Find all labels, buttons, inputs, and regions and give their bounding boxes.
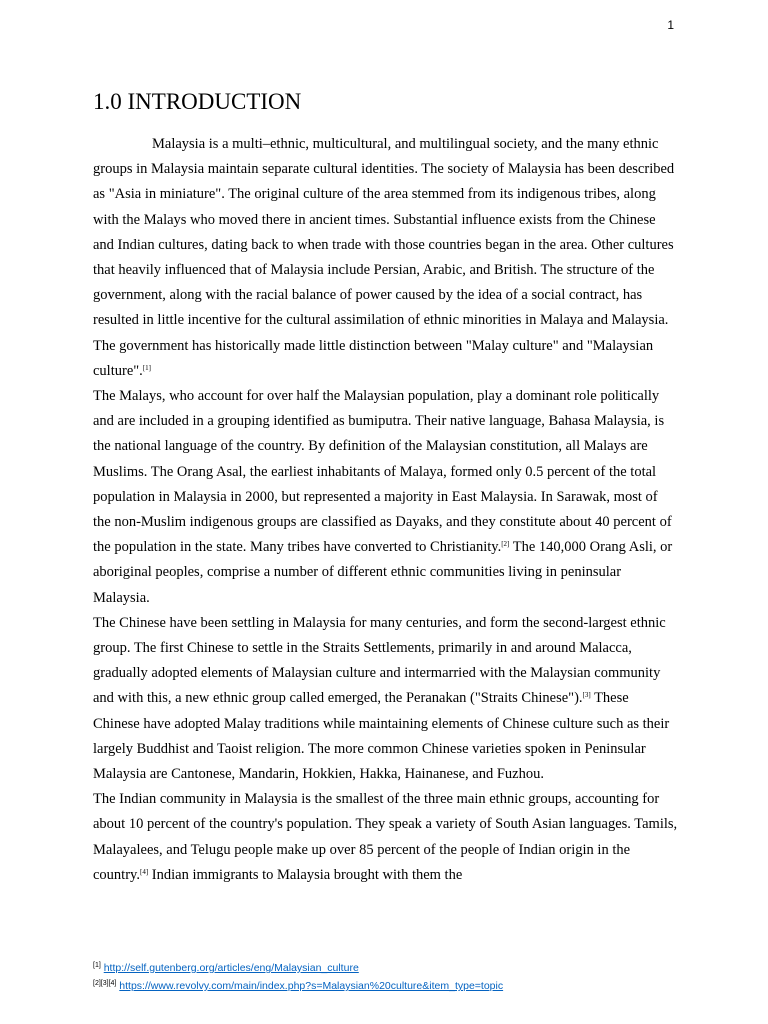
citation-ref: [2] (501, 540, 510, 549)
paragraph-malays (93, 384, 678, 611)
paragraph-text: The Indian community in Malaysia is the smallest of the three main ethnic groups, accounting for about 10 percent of the country's population. They speak a variety of South Asian languages. Tamils, Malayalees, and Telugu people make up over 85 percent of the people of Indian origin in the country. (93, 791, 678, 883)
paragraph-intro (93, 132, 678, 384)
paragraph-text: The Malays, who account for over half the Malaysian population, play a dominant role politically and are included in a grouping identified as bumiputra. Their native language, Bahasa Malaysia, is the national language of the country. By definition of the Malaysian constitution, all Malays are Muslims. The Orang Asal, the earliest inhabitants of Malaya, formed only 0.5 percent of the total population in Malaysia in 2000, but represented a majority in East Malaysia. In Sarawak, most of the non-Muslim indigenous groups are classified as Dayaks, and they constitute about 40 percent of the population in the state. Many tribes have converted to Christianity. (93, 388, 672, 556)
paragraph-text-continued: These Chinese have adopted Malay traditions while maintaining elements of Chinese culture such as their largely Buddhist and Taoist religion. The more common Chinese varieties spoken in Peninsular Malaysia are Cantonese, Mandarin, Hokkien, Hakka, Hainanese, and Fuzhou. (93, 690, 670, 783)
document-body (93, 84, 678, 888)
section-heading: 1.0 INTRODUCTION (93, 89, 302, 114)
paragraph-text: The Chinese have been settling in Malaysia for many centuries, and form the second-largest ethnic group. The first Chinese to settle in the Straits Settlements, primarily in and around Malacca, gradually adopted elements of Malaysian culture and intermarried with the Malaysian community and with this, a new ethnic group called emerged, the Peranakan ("Straits Chinese"). (93, 614, 666, 707)
paragraph-text: Malaysia is a multi–ethnic, multicultural, and multilingual society, and the many ethnic groups in Malaysia maintain separate cultural identities. The society of Malaysia has been described as "Asia in miniature". The original culture of the area stemmed from its indigenous tribes, along with the Malays who moved there in ancient times. Substantial influence exists from the Chinese and Indian cultures, dating back to when trade with those countries began in the area. Other cultures that heavily influenced that of Malaysia include Persian, Arabic, and British. The structure of the government, along with the racial balance of power caused by the idea of a social contract, has resulted in little incentive for the cultural assimilation of ethnic minorities in Malaya and Malaysia. The government has historically made little distinction between "Malay culture" and "Malaysian culture". (93, 136, 675, 379)
paragraph-text-continued: The 140,000 Orang Asli, or aboriginal peoples, comprise a number of different ethnic communities living in peninsular Malaysia. (93, 539, 673, 606)
paragraph-text-continued: Indian immigrants to Malaysia brought with them the (148, 866, 463, 883)
footnotes (93, 958, 733, 994)
footnote-link[interactable]: https://www.revolvy.com/main/index.php?s=Malaysian%20culture&item_type=topic (119, 980, 504, 992)
footnote-mark: [1] (93, 962, 101, 969)
footnote-mark: [2][3][4] (93, 980, 117, 987)
citation-ref: [4] (139, 867, 149, 876)
citation-ref: [1] (142, 363, 151, 372)
footnote-link[interactable]: http://self.gutenberg.org/articles/eng/Malaysian_culture (103, 962, 359, 974)
paragraph-indians (93, 787, 678, 888)
paragraph-chinese (93, 611, 678, 787)
footnote-2 (93, 976, 733, 994)
page-number: 1 (667, 18, 674, 32)
footnote-1 (93, 958, 733, 976)
citation-ref: [3] (582, 691, 591, 700)
